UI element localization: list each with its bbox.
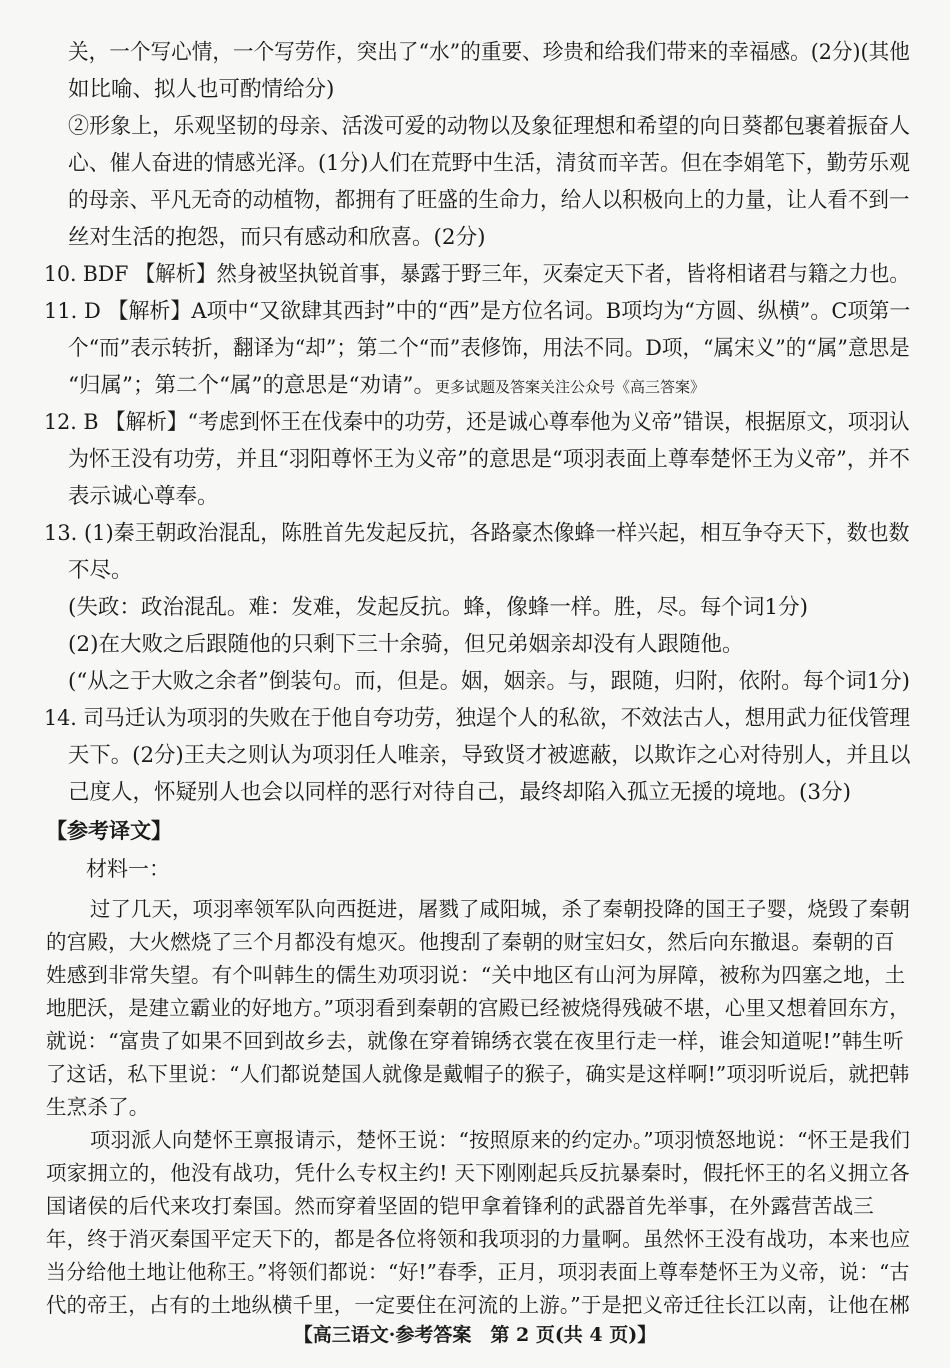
answer-line: (“从之于大败之余者”倒装句。而，但是。姻，姻亲。与，跟随，归附，依附。每个词1分) bbox=[68, 669, 910, 694]
translation-line: 国诸侯的后代来攻打秦国。然而穿着坚固的铠甲拿着锋利的武器首先举事，在外露营苦战三 bbox=[46, 1194, 874, 1218]
answer-line: (2)在大败之后跟随他的只剩下三十余骑，但兄弟姻亲却没有人跟随他。 bbox=[68, 632, 744, 657]
answer-line: 不尽。 bbox=[68, 558, 133, 583]
answer-line: 为怀王没有功劳，并且“羽阳尊怀王为义帝”的意思是“项羽表面上尊奉楚怀王为义帝”，并不 bbox=[68, 447, 910, 472]
answer-line bbox=[68, 371, 705, 402]
translation-line: 年，终于消灭秦国平定天下的，都是各位将领和我项羽的力量啊。虽然怀王没有战功，本来也应 bbox=[46, 1227, 911, 1251]
answer-line: 12. B 【解析】“考虑到怀王在伐秦中的功劳，还是诚心尊奉他为义帝”错误，根据原文，项羽认 bbox=[44, 410, 910, 435]
answer-line: 天下。(2分)王夫之则认为项羽任人唯亲，导致贤才被遮蔽，以欺诈之心对待别人，并且以 bbox=[68, 743, 911, 768]
answer-line: (失政：政治混乱。难：发难，发起反抗。蜂，像蜂一样。胜，尽。每个词1分) bbox=[68, 595, 808, 620]
answer-line: 己度人，怀疑别人也会以同样的恶行对待自己，最终却陷入孤立无援的境地。(3分) bbox=[68, 780, 851, 805]
translation-line: 的宫殿，大火燃烧了三个月都没有熄灭。他搜刮了秦朝的财宝妇女，然后向东撤退。秦朝的百 bbox=[46, 930, 895, 954]
translation-line: 项家拥立的，他没有战功，凭什么专权主约! 天下刚刚起兵反抗暴秦时，假托怀王的名义拥立各 bbox=[46, 1161, 910, 1185]
answer-line: 10. BDF 【解析】然身被坚执锐首事，暴露于野三年，灭秦定天下者，皆将相诸君与籍之力也。 bbox=[44, 262, 910, 287]
translation-line: 过了几天，项羽率领军队向西挺进，屠戮了咸阳城，杀了秦朝投降的国王子婴，烧毁了秦朝 bbox=[90, 897, 910, 921]
section-title: 【参考译文】 bbox=[46, 818, 172, 843]
answer-line: 14. 司马迁认为项羽的失败在于他自夸功劳，独逞个人的私欲，不效法古人，想用武力征伐管理 bbox=[44, 706, 911, 731]
translation-line: 地肥沃，是建立霸业的好地方。”项羽看到秦朝的宫殿已经被烧得残破不堪，心里又想着回东方， bbox=[46, 996, 910, 1020]
translation-line: 了这话，私下里说：“人们都说楚国人就像是戴帽子的猴子，确实是这样啊!”项羽听说后，就把韩 bbox=[46, 1062, 910, 1086]
answer-line: 13. (1)秦王朝政治混乱，陈胜首先发起反抗，各路豪杰像蜂一样兴起，相互争夺天下，数也数 bbox=[44, 521, 910, 546]
translation-line: 项羽派人向楚怀王禀报请示，楚怀王说：“按照原来的约定办。”项羽愤怒地说：“怀王是我们 bbox=[90, 1128, 911, 1152]
answer-line: 表示诚心尊奉。 bbox=[68, 484, 219, 509]
page-footer: 【高三语文·参考答案 第 2 页(共 4 页)】 bbox=[293, 1324, 657, 1346]
translation-line: 代的帝王，占有的土地纵横千里，一定要住在河流的上游。”于是把义帝迁往长江以南，让他在郴 bbox=[46, 1293, 910, 1317]
answer-line: 丝对生活的抱怨，而只有感动和欣喜。(2分) bbox=[68, 225, 486, 250]
answer-line: 11. D 【解析】A项中“又欲肆其西封”中的“西”是方位名词。B项均为“方圆、纵横”。C项第一 bbox=[44, 299, 911, 324]
answer-line: 关，一个写心情，一个写劳作，突出了“水”的重要、珍贵和给我们带来的幸福感。(2分)(其他 bbox=[68, 40, 910, 65]
answer-line: ②形象上，乐观坚韧的母亲、活泼可爱的动物以及象征理想和希望的向日葵都包裹着振奋人 bbox=[68, 114, 911, 139]
answer-line: 的母亲、平凡无奇的动植物，都拥有了旺盛的生命力，给人以积极向上的力量，让人看不到一 bbox=[68, 188, 910, 213]
answer-line: 心、催人奋进的情感光泽。(1分)人们在荒野中生活，清贫而辛苦。但在李娟笔下，勤劳乐观 bbox=[68, 151, 910, 176]
answer-line: 如比喻、拟人也可酌情给分) bbox=[68, 77, 335, 102]
promo-note: 更多试题及答案关注公众号《高三答案》 bbox=[434, 378, 705, 396]
translation-line: 生烹杀了。 bbox=[46, 1095, 150, 1119]
answer-line: 个“而”表示转折，翻译为“却”；第二个“而”表修饰，用法不同。D项，“属宋义”的“属”意思是 bbox=[68, 336, 910, 361]
material-label: 材料一： bbox=[86, 857, 170, 881]
translation-line: 当分给他土地让他称王。”将领们都说：“好!”春季，正月，项羽表面上尊奉楚怀王为义帝，说：“古 bbox=[46, 1260, 910, 1284]
answer-text: “归属”；第二个“属”的意思是“劝请”。 bbox=[68, 373, 435, 398]
translation-line: 姓感到非常失望。有个叫韩生的儒生劝项羽说：“关中地区有山河为屏障，被称为四塞之地，土 bbox=[46, 963, 906, 987]
translation-line: 就说：“富贵了如果不回到故乡去，就像在穿着锦绣衣裳在夜里行走一样，谁会知道呢!”韩生听 bbox=[46, 1029, 904, 1053]
